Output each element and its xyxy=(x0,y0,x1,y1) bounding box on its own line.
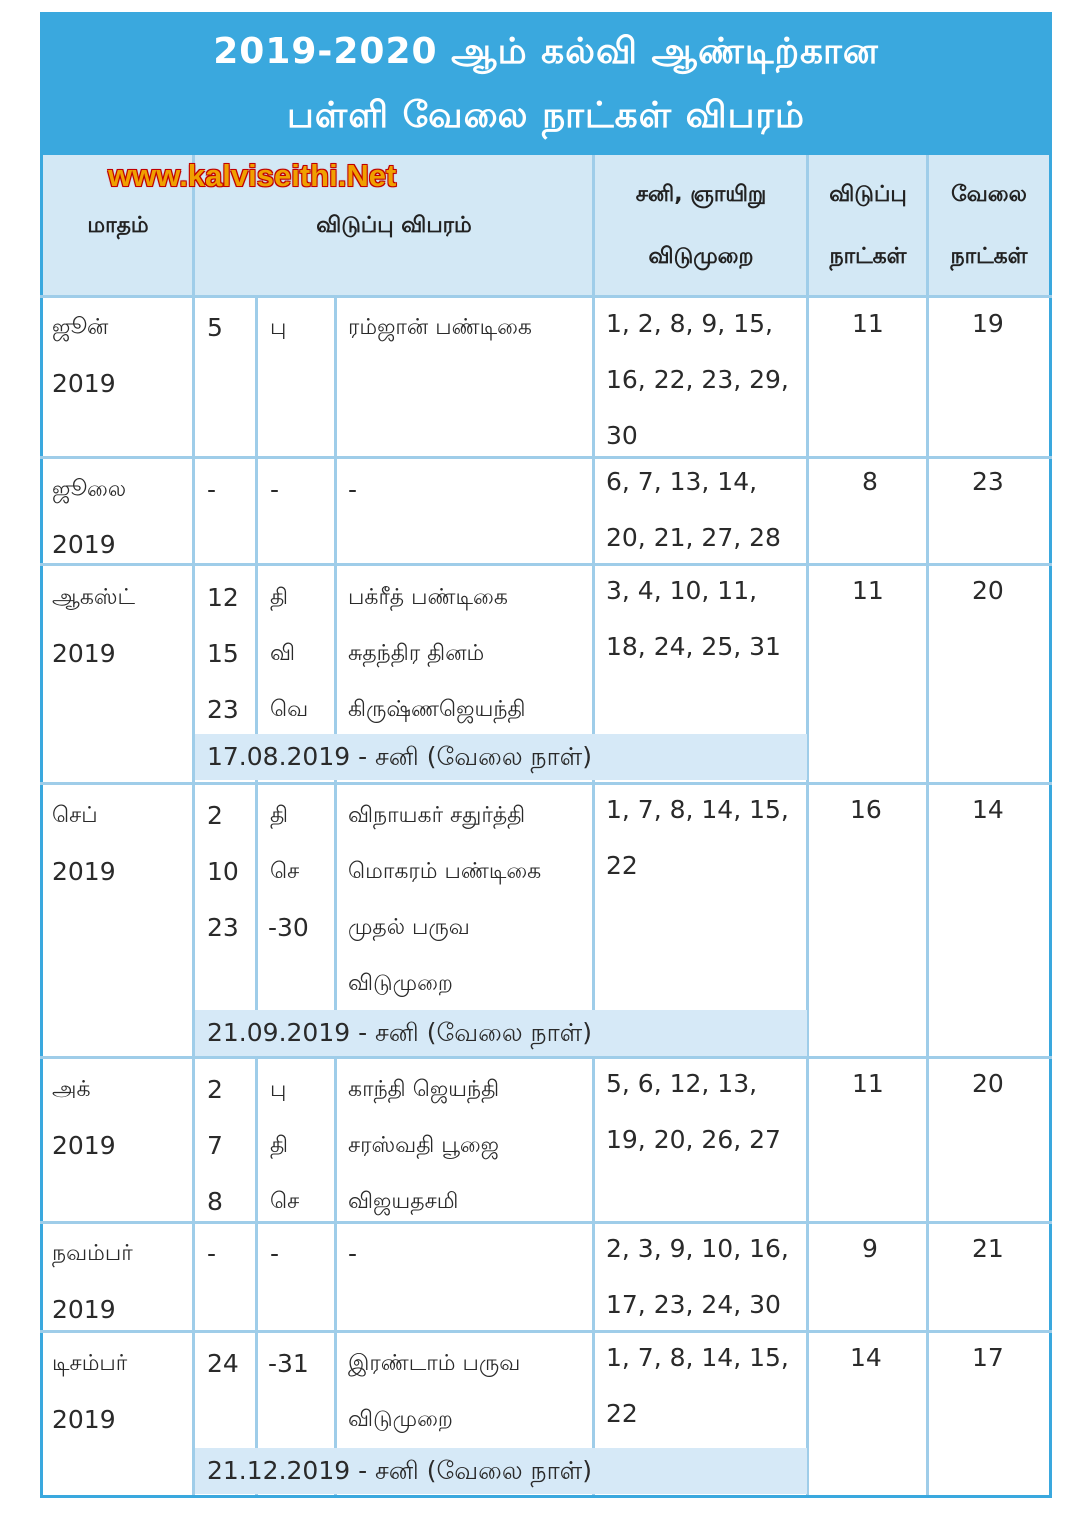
holiday-event: - xyxy=(348,475,358,504)
grid-line xyxy=(926,155,929,1495)
grid-line xyxy=(334,297,337,1495)
weekend-dates: 20, 21, 27, 28 xyxy=(606,523,781,552)
holiday-date: 24 xyxy=(207,1349,239,1378)
holiday-weekday: -30 xyxy=(268,913,309,942)
holiday-date: 23 xyxy=(207,913,239,942)
holiday-event: பக்ரீத் பண்டிகை xyxy=(348,585,508,610)
holiday-weekday: தி xyxy=(270,1133,289,1158)
holiday-weekday: - xyxy=(270,1239,280,1268)
holiday-count: 11 xyxy=(852,309,884,338)
month-name: அக் xyxy=(52,1077,91,1102)
workday-count: 19 xyxy=(972,309,1004,338)
workday-count: 20 xyxy=(972,576,1004,605)
weekend-dates: 17, 23, 24, 30 xyxy=(606,1290,781,1319)
workday-count: 17 xyxy=(972,1343,1004,1372)
header-month-label: மாதம் xyxy=(87,213,149,238)
holiday-event: விநாயகர் சதுர்த்தி xyxy=(348,803,526,828)
header-weekend-line2: விடுமுறை xyxy=(648,244,754,269)
month-year: 2019 xyxy=(52,369,116,398)
header-weekend xyxy=(595,155,807,297)
header-work-days-line2: நாட்கள் xyxy=(950,244,1028,269)
holiday-event: மொகரம் பண்டிகை xyxy=(348,859,542,884)
holiday-weekday: வி xyxy=(270,641,296,666)
month-year: 2019 xyxy=(52,530,116,559)
holiday-weekday: வெ xyxy=(270,697,309,722)
month-name: நவம்பர் xyxy=(52,1241,133,1266)
holiday-count: 11 xyxy=(852,576,884,605)
holiday-event: விடுமுறை xyxy=(348,1407,453,1432)
holiday-date: 8 xyxy=(207,1187,223,1216)
weekend-dates: 22 xyxy=(606,851,638,880)
holiday-event: இரண்டாம் பருவ xyxy=(348,1351,521,1376)
holiday-date: 2 xyxy=(207,1075,223,1104)
month-name: ஜூலை xyxy=(52,477,127,502)
month-year: 2019 xyxy=(52,1405,116,1434)
title-line-1: 2019-2020 ஆம் கல்வி ஆண்டிற்கான xyxy=(213,30,879,72)
holiday-date: 5 xyxy=(207,313,223,342)
header-holiday-days-line2: நாட்கள் xyxy=(829,244,907,269)
weekend-dates: 22 xyxy=(606,1399,638,1428)
workday-count: 14 xyxy=(972,795,1004,824)
holiday-weekday: செ xyxy=(270,859,300,884)
month-year: 2019 xyxy=(52,1295,116,1324)
weekend-dates: 1, 7, 8, 14, 15, xyxy=(606,795,789,824)
holiday-count: 16 xyxy=(850,795,882,824)
table-title xyxy=(40,12,1052,155)
month-name: டிசம்பர் xyxy=(52,1351,128,1376)
workday-count: 20 xyxy=(972,1069,1004,1098)
month-name: ஆகஸ்ட் xyxy=(52,585,136,610)
grid-line xyxy=(255,297,258,1495)
holiday-event: சுதந்திர தினம் xyxy=(348,641,485,666)
header-work-days xyxy=(929,155,1049,297)
weekend-dates: 1, 7, 8, 14, 15, xyxy=(606,1343,789,1372)
header-holiday-days-line1: விடுப்பு xyxy=(829,182,907,207)
weekend-dates: 6, 7, 13, 14, xyxy=(606,467,758,496)
holiday-event: காந்தி ஜெயந்தி xyxy=(348,1077,500,1102)
month-name: ஜூன் xyxy=(52,315,109,340)
header-work-days-line1: வேலை xyxy=(951,182,1027,207)
weekend-dates: 18, 24, 25, 31 xyxy=(606,632,781,661)
holiday-count: 8 xyxy=(862,467,878,496)
holiday-weekday: பு xyxy=(270,315,287,340)
holiday-event: ரம்ஜான் பண்டிகை xyxy=(348,315,533,340)
grid-line xyxy=(192,155,195,1495)
watermark-text: www.kalviseithi.Net xyxy=(108,158,397,193)
holiday-event: சரஸ்வதி பூஜை xyxy=(348,1133,500,1158)
header-weekend-line1: சனி, ஞாயிறு xyxy=(635,182,767,207)
workday-count: 23 xyxy=(972,467,1004,496)
holiday-date: 7 xyxy=(207,1131,223,1160)
month-year: 2019 xyxy=(52,1131,116,1160)
holiday-date: 15 xyxy=(207,639,239,668)
holiday-count: 11 xyxy=(852,1069,884,1098)
holiday-weekday: செ xyxy=(270,1189,300,1214)
holiday-date: - xyxy=(207,475,217,504)
holiday-weekday: - xyxy=(270,475,280,504)
weekend-dates: 3, 4, 10, 11, xyxy=(606,576,758,605)
holiday-event: விஜயதசமி xyxy=(348,1189,459,1214)
holiday-date: - xyxy=(207,1239,217,1268)
weekend-dates: 19, 20, 26, 27 xyxy=(606,1125,781,1154)
holiday-event: - xyxy=(348,1239,358,1268)
holiday-weekday: தி xyxy=(270,803,289,828)
header-holiday-days xyxy=(809,155,927,297)
holiday-weekday: தி xyxy=(270,585,289,610)
weekend-dates: 1, 2, 8, 9, 15, xyxy=(606,309,773,338)
holiday-event: முதல் பருவ xyxy=(348,915,470,940)
holiday-weekday: பு xyxy=(270,1077,287,1102)
holiday-event: விடுமுறை xyxy=(348,971,453,996)
header-holiday-details-label: விடுப்பு விபரம் xyxy=(316,213,472,238)
holiday-count: 9 xyxy=(862,1234,878,1263)
workday-count: 21 xyxy=(972,1234,1004,1263)
title-line-2: பள்ளி வேலை நாட்கள் விபரம் xyxy=(286,94,805,136)
holiday-count: 14 xyxy=(850,1343,882,1372)
holiday-date: 12 xyxy=(207,583,239,612)
month-name: செப் xyxy=(52,803,98,828)
holiday-date: 2 xyxy=(207,801,223,830)
holiday-event: கிருஷ்ணஜெயந்தி xyxy=(348,697,526,722)
working-saturday-note: 21.12.2019 - சனி (வேலை நாள்) xyxy=(195,1448,807,1494)
holiday-date: 23 xyxy=(207,695,239,724)
grid-line xyxy=(592,155,595,1495)
working-saturday-note: 21.09.2019 - சனி (வேலை நாள்) xyxy=(195,1010,807,1056)
weekend-dates: 5, 6, 12, 13, xyxy=(606,1069,758,1098)
holiday-weekday: -31 xyxy=(268,1349,309,1378)
grid-line xyxy=(806,155,809,1495)
weekend-dates: 30 xyxy=(606,421,638,450)
month-year: 2019 xyxy=(52,639,116,668)
month-year: 2019 xyxy=(52,857,116,886)
weekend-dates: 2, 3, 9, 10, 16, xyxy=(606,1234,789,1263)
working-saturday-note: 17.08.2019 - சனி (வேலை நாள்) xyxy=(195,734,807,780)
holiday-date: 10 xyxy=(207,857,239,886)
weekend-dates: 16, 22, 23, 29, xyxy=(606,365,789,394)
